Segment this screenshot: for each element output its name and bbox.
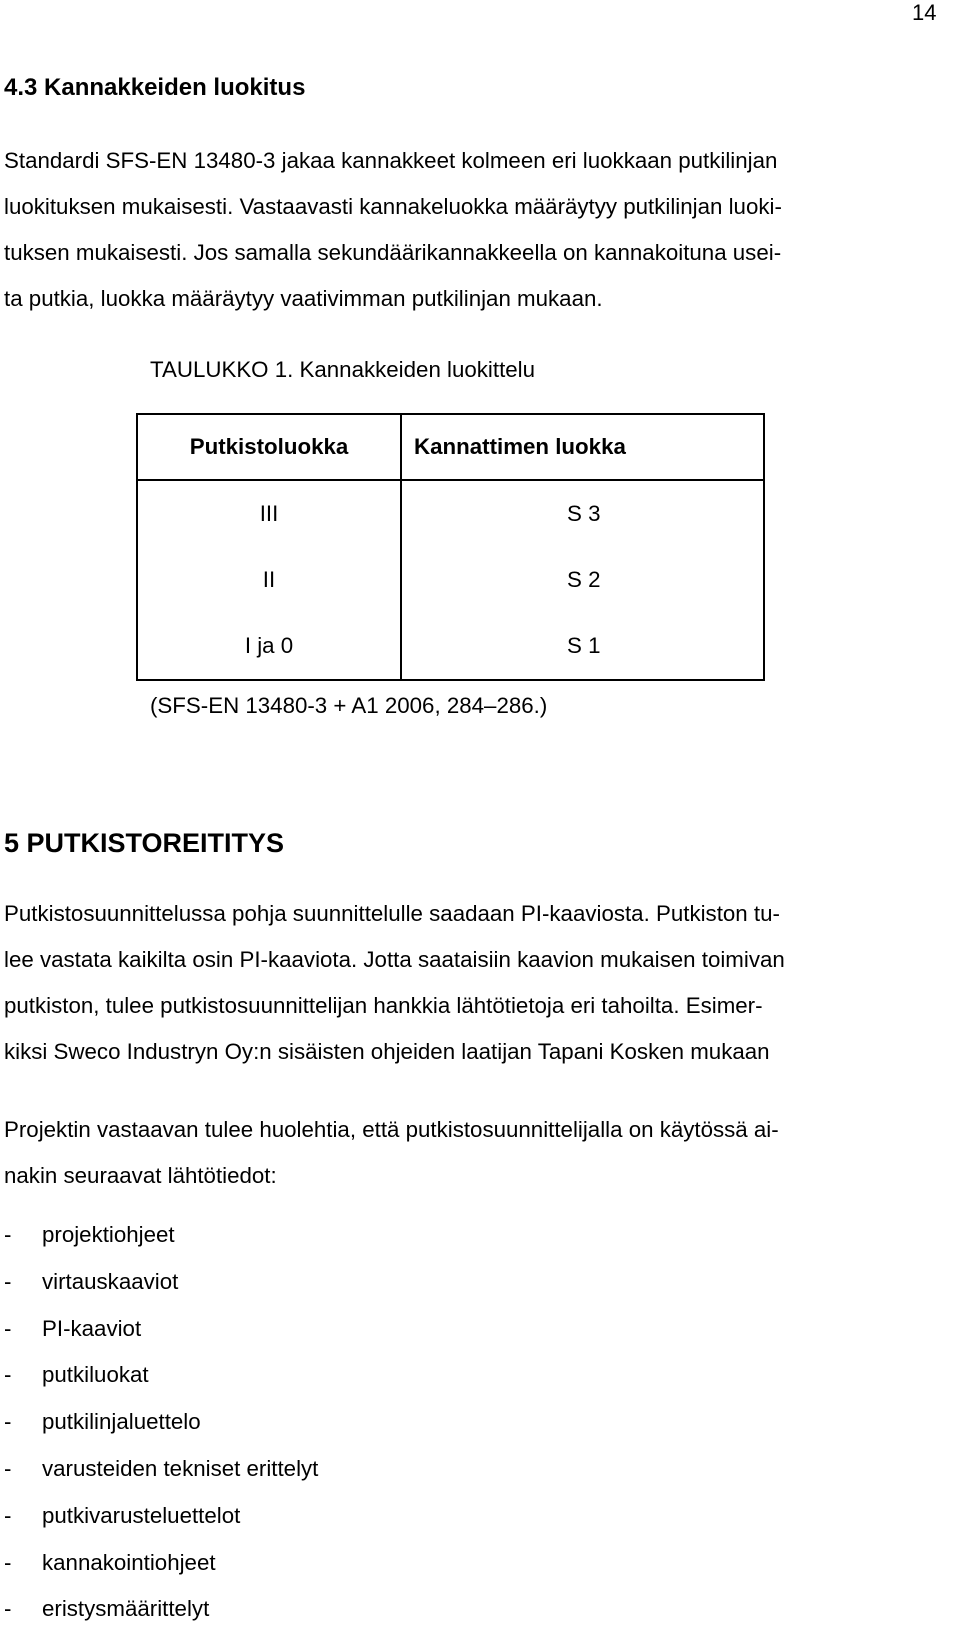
list-item bbox=[4, 1586, 318, 1633]
list-item bbox=[4, 1399, 318, 1446]
source-data-list bbox=[4, 1212, 318, 1633]
list-item-text: eristysmäärittelyt bbox=[42, 1596, 210, 1622]
list-dash: - bbox=[4, 1455, 12, 1481]
list-item bbox=[4, 1259, 318, 1306]
table-header-row bbox=[137, 414, 764, 480]
table-row bbox=[137, 547, 764, 613]
table-header-support-class: Kannattimen luokka bbox=[401, 414, 764, 480]
paragraph-line: lee vastata kaikilta osin PI-kaaviota. Jotta saataisiin kaavion mukaisen toimivan bbox=[4, 947, 785, 972]
list-dash: - bbox=[4, 1268, 12, 1294]
table-cell-support-class: S 3 bbox=[401, 480, 764, 547]
requirements-paragraph bbox=[4, 1107, 779, 1199]
list-item bbox=[4, 1493, 318, 1540]
list-item-text: projektiohjeet bbox=[42, 1222, 175, 1247]
paragraph-line: ta putkia, luokka määräytyy vaativimman putkilinjan mukaan. bbox=[4, 286, 603, 311]
routing-paragraph bbox=[4, 891, 785, 1075]
paragraph-line: tuksen mukaisesti. Jos samalla sekundäärikannakkeella on kannakoituna usei- bbox=[4, 240, 782, 265]
list-dash: - bbox=[4, 1362, 12, 1388]
table-cell-support-class: S 1 bbox=[401, 613, 764, 680]
table-cell-pipe-class: II bbox=[137, 547, 401, 613]
table-row bbox=[137, 613, 764, 680]
table-source: (SFS-EN 13480-3 + A1 2006, 284–286.) bbox=[150, 693, 548, 718]
list-dash: - bbox=[4, 1502, 12, 1528]
paragraph-line: Putkistosuunnittelussa pohja suunnittelulle saadaan PI-kaaviosta. Putkiston tu- bbox=[4, 901, 780, 926]
list-dash: - bbox=[4, 1409, 12, 1435]
list-item bbox=[4, 1540, 318, 1587]
table-cell-pipe-class: I ja 0 bbox=[137, 613, 401, 680]
list-dash: - bbox=[4, 1315, 12, 1341]
section-heading-5: 5 PUTKISTOREITITYS bbox=[4, 828, 285, 858]
list-item-text: kannakointiohjeet bbox=[42, 1549, 216, 1575]
list-item bbox=[4, 1306, 318, 1353]
table-cell-support-class: S 2 bbox=[401, 547, 764, 613]
list-dash: - bbox=[4, 1549, 12, 1575]
paragraph-line: nakin seuraavat lähtötiedot: bbox=[4, 1163, 277, 1188]
list-item-text: putkilinjaluettelo bbox=[42, 1409, 201, 1435]
list-item bbox=[4, 1446, 318, 1493]
classification-table bbox=[136, 413, 765, 681]
list-item bbox=[4, 1352, 318, 1399]
list-item bbox=[4, 1212, 318, 1259]
list-dash: - bbox=[4, 1222, 12, 1247]
paragraph-line: kiksi Sweco Industryn Oy:n sisäisten ohjeiden laatijan Tapani Kosken mukaan bbox=[4, 1039, 770, 1064]
classification-paragraph bbox=[4, 138, 782, 322]
page-number: 14 bbox=[912, 0, 937, 25]
table-cell-pipe-class: III bbox=[137, 480, 401, 547]
list-item-text: virtauskaaviot bbox=[42, 1268, 179, 1294]
table-row bbox=[137, 480, 764, 547]
paragraph-line: luokituksen mukaisesti. Vastaavasti kannakeluokka määräytyy putkilinjan luoki- bbox=[4, 194, 782, 219]
list-item-text: PI-kaaviot bbox=[42, 1315, 142, 1341]
list-dash: - bbox=[4, 1596, 12, 1622]
paragraph-line: putkiston, tulee putkistosuunnittelijan hankkia lähtötietoja eri tahoilta. Esimer- bbox=[4, 993, 763, 1018]
paragraph-line: Projektin vastaavan tulee huolehtia, että putkistosuunnittelijalla on käytössä ai- bbox=[4, 1117, 779, 1142]
section-heading-4-3: 4.3 Kannakkeiden luokitus bbox=[4, 74, 306, 101]
table-header-pipe-class: Putkistoluokka bbox=[137, 414, 401, 480]
list-item-text: putkiluokat bbox=[42, 1362, 149, 1388]
paragraph-line: Standardi SFS-EN 13480-3 jakaa kannakkeet kolmeen eri luokkaan putkilinjan bbox=[4, 148, 778, 173]
list-item-text: varusteiden tekniset erittelyt bbox=[42, 1455, 319, 1481]
list-item-text: putkivarusteluettelot bbox=[42, 1502, 241, 1528]
table-caption: TAULUKKO 1. Kannakkeiden luokittelu bbox=[150, 357, 536, 382]
